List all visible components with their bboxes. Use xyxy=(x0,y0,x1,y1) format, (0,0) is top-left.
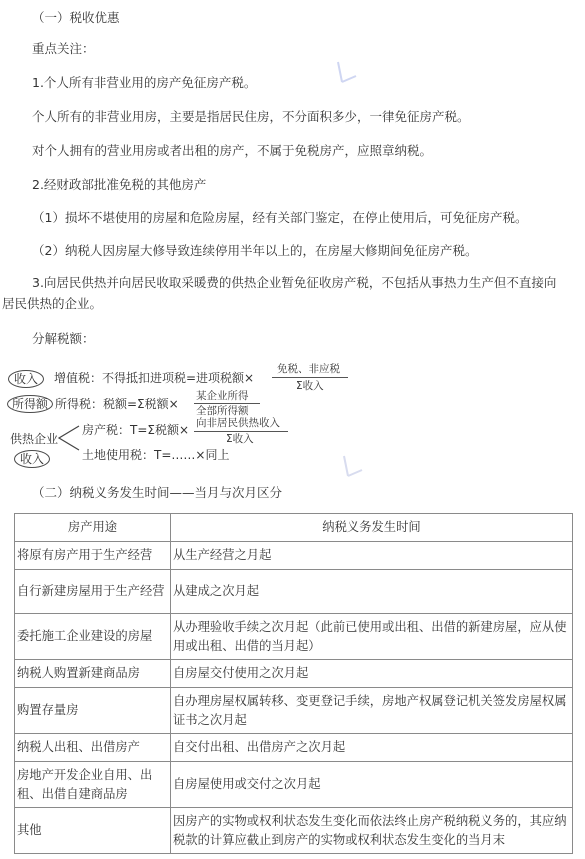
cell-time: 自房屋交付使用之次月起 xyxy=(171,660,573,688)
table-row xyxy=(15,542,573,570)
land-use-tax-formula: 土地使用税：T=……×同上 xyxy=(82,448,230,462)
table-row xyxy=(15,734,573,762)
paragraph-7-line-1: 3.向居民供热并向居民收取采暖费的供热企业暂免征收房产税，不包括从事热力生产但不直接向 xyxy=(32,275,557,290)
table-row xyxy=(15,808,573,854)
cell-use: 其他 xyxy=(15,808,171,854)
header-obligation-time: 纳税义务发生时间 xyxy=(171,514,573,542)
vat-fraction-bar xyxy=(272,377,348,378)
table-row xyxy=(15,614,573,660)
section-title-obligation-time: （二）纳税义务发生时间——当月与次月区分 xyxy=(32,485,283,500)
cell-time: 从办理验收手续之次月起（此前已使用或出租、出借的新建房屋，应从使用或出租、出借的当月起） xyxy=(171,614,573,660)
table-row xyxy=(15,660,573,688)
obligation-time-table xyxy=(14,513,573,854)
cell-time: 从生产经营之月起 xyxy=(171,542,573,570)
paragraph-4: 2.经财政部批准免税的其他房产 xyxy=(32,177,207,192)
decompose-tax-label: 分解税额： xyxy=(32,331,95,346)
focus-label: 重点关注： xyxy=(32,41,95,56)
table-row xyxy=(15,688,573,734)
paragraph-2: 个人所有的非营业用房，主要是指居民住房，不分面积多少，一律免征房产税。 xyxy=(32,109,470,124)
vat-numerator: 免税、非应税 xyxy=(277,363,340,375)
cell-time: 因房产的实物或权利状态发生变化而依法终止房产税纳税义务的，其应纳税款的计算应截止到房产的实物或权利状态发生变化的当月末 xyxy=(171,808,573,854)
table-row xyxy=(15,570,573,614)
cell-use: 委托施工企业建设的房屋 xyxy=(15,614,171,660)
cell-time: 自房屋使用或交付之次月起 xyxy=(171,762,573,808)
cell-use: 纳税人出租、出借房产 xyxy=(15,734,171,762)
cell-time: 自交付出租、出借房产之次月起 xyxy=(171,734,573,762)
cit-denominator: 全部所得额 xyxy=(196,405,249,417)
faint-mark-icon xyxy=(332,58,362,86)
faint-mark-icon-2 xyxy=(338,452,368,480)
vat-formula: 增值税：不得抵扣进项税=进项税额× xyxy=(54,371,255,385)
cell-use: 自行新建房屋用于生产经营 xyxy=(15,570,171,614)
oval-income-tax: 所得额 xyxy=(7,395,53,413)
paragraph-5: （1）损坏不堪使用的房屋和危险房屋，经有关部门鉴定，在停止使用后，可免征房产税。 xyxy=(32,210,528,225)
paragraph-1: 1.个人所有非营业用的房产免征房产税。 xyxy=(32,75,257,90)
cell-use: 纳税人购置新建商品房 xyxy=(15,660,171,688)
vat-denominator: Σ收入 xyxy=(296,380,324,392)
cell-time: 自办理房屋权属转移、变更登记手续，房地产权属登记机关签发房屋权属证书之次月起 xyxy=(171,688,573,734)
section-title-tax-preference: （一）税收优惠 xyxy=(32,10,120,25)
paragraph-7-line-2: 居民供热的企业。 xyxy=(2,296,103,311)
cell-use: 将原有房产用于生产经营 xyxy=(15,542,171,570)
cell-use: 购置存量房 xyxy=(15,688,171,734)
table-row xyxy=(15,762,573,808)
paragraph-6: （2）纳税人因房屋大修导致连续停用半年以上的，在房屋大修期间免征房产税。 xyxy=(32,243,478,258)
table-header-row xyxy=(15,514,573,542)
property-tax-formula: 房产税：T=Σ税额× xyxy=(82,423,190,437)
property-tax-denominator: Σ收入 xyxy=(226,433,254,445)
bracket-icon xyxy=(55,423,83,453)
cell-use: 房地产开发企业自用、出租、出借自建商品房 xyxy=(15,762,171,808)
heat-company-label: 供热企业 xyxy=(10,432,59,446)
paragraph-3: 对个人拥有的营业用房或者出租的房产，不属于免税房产，应照章纳税。 xyxy=(32,143,433,158)
cell-time: 从建成之次月起 xyxy=(171,570,573,614)
property-tax-numerator: 向非居民供热收入 xyxy=(196,417,280,429)
oval-income: 收入 xyxy=(8,370,44,388)
cit-formula: 所得税：税额=Σ税额× xyxy=(55,397,179,411)
header-property-use: 房产用途 xyxy=(15,514,171,542)
cit-numerator: 某企业所得 xyxy=(196,390,249,402)
oval-income-2: 收入 xyxy=(14,450,50,468)
